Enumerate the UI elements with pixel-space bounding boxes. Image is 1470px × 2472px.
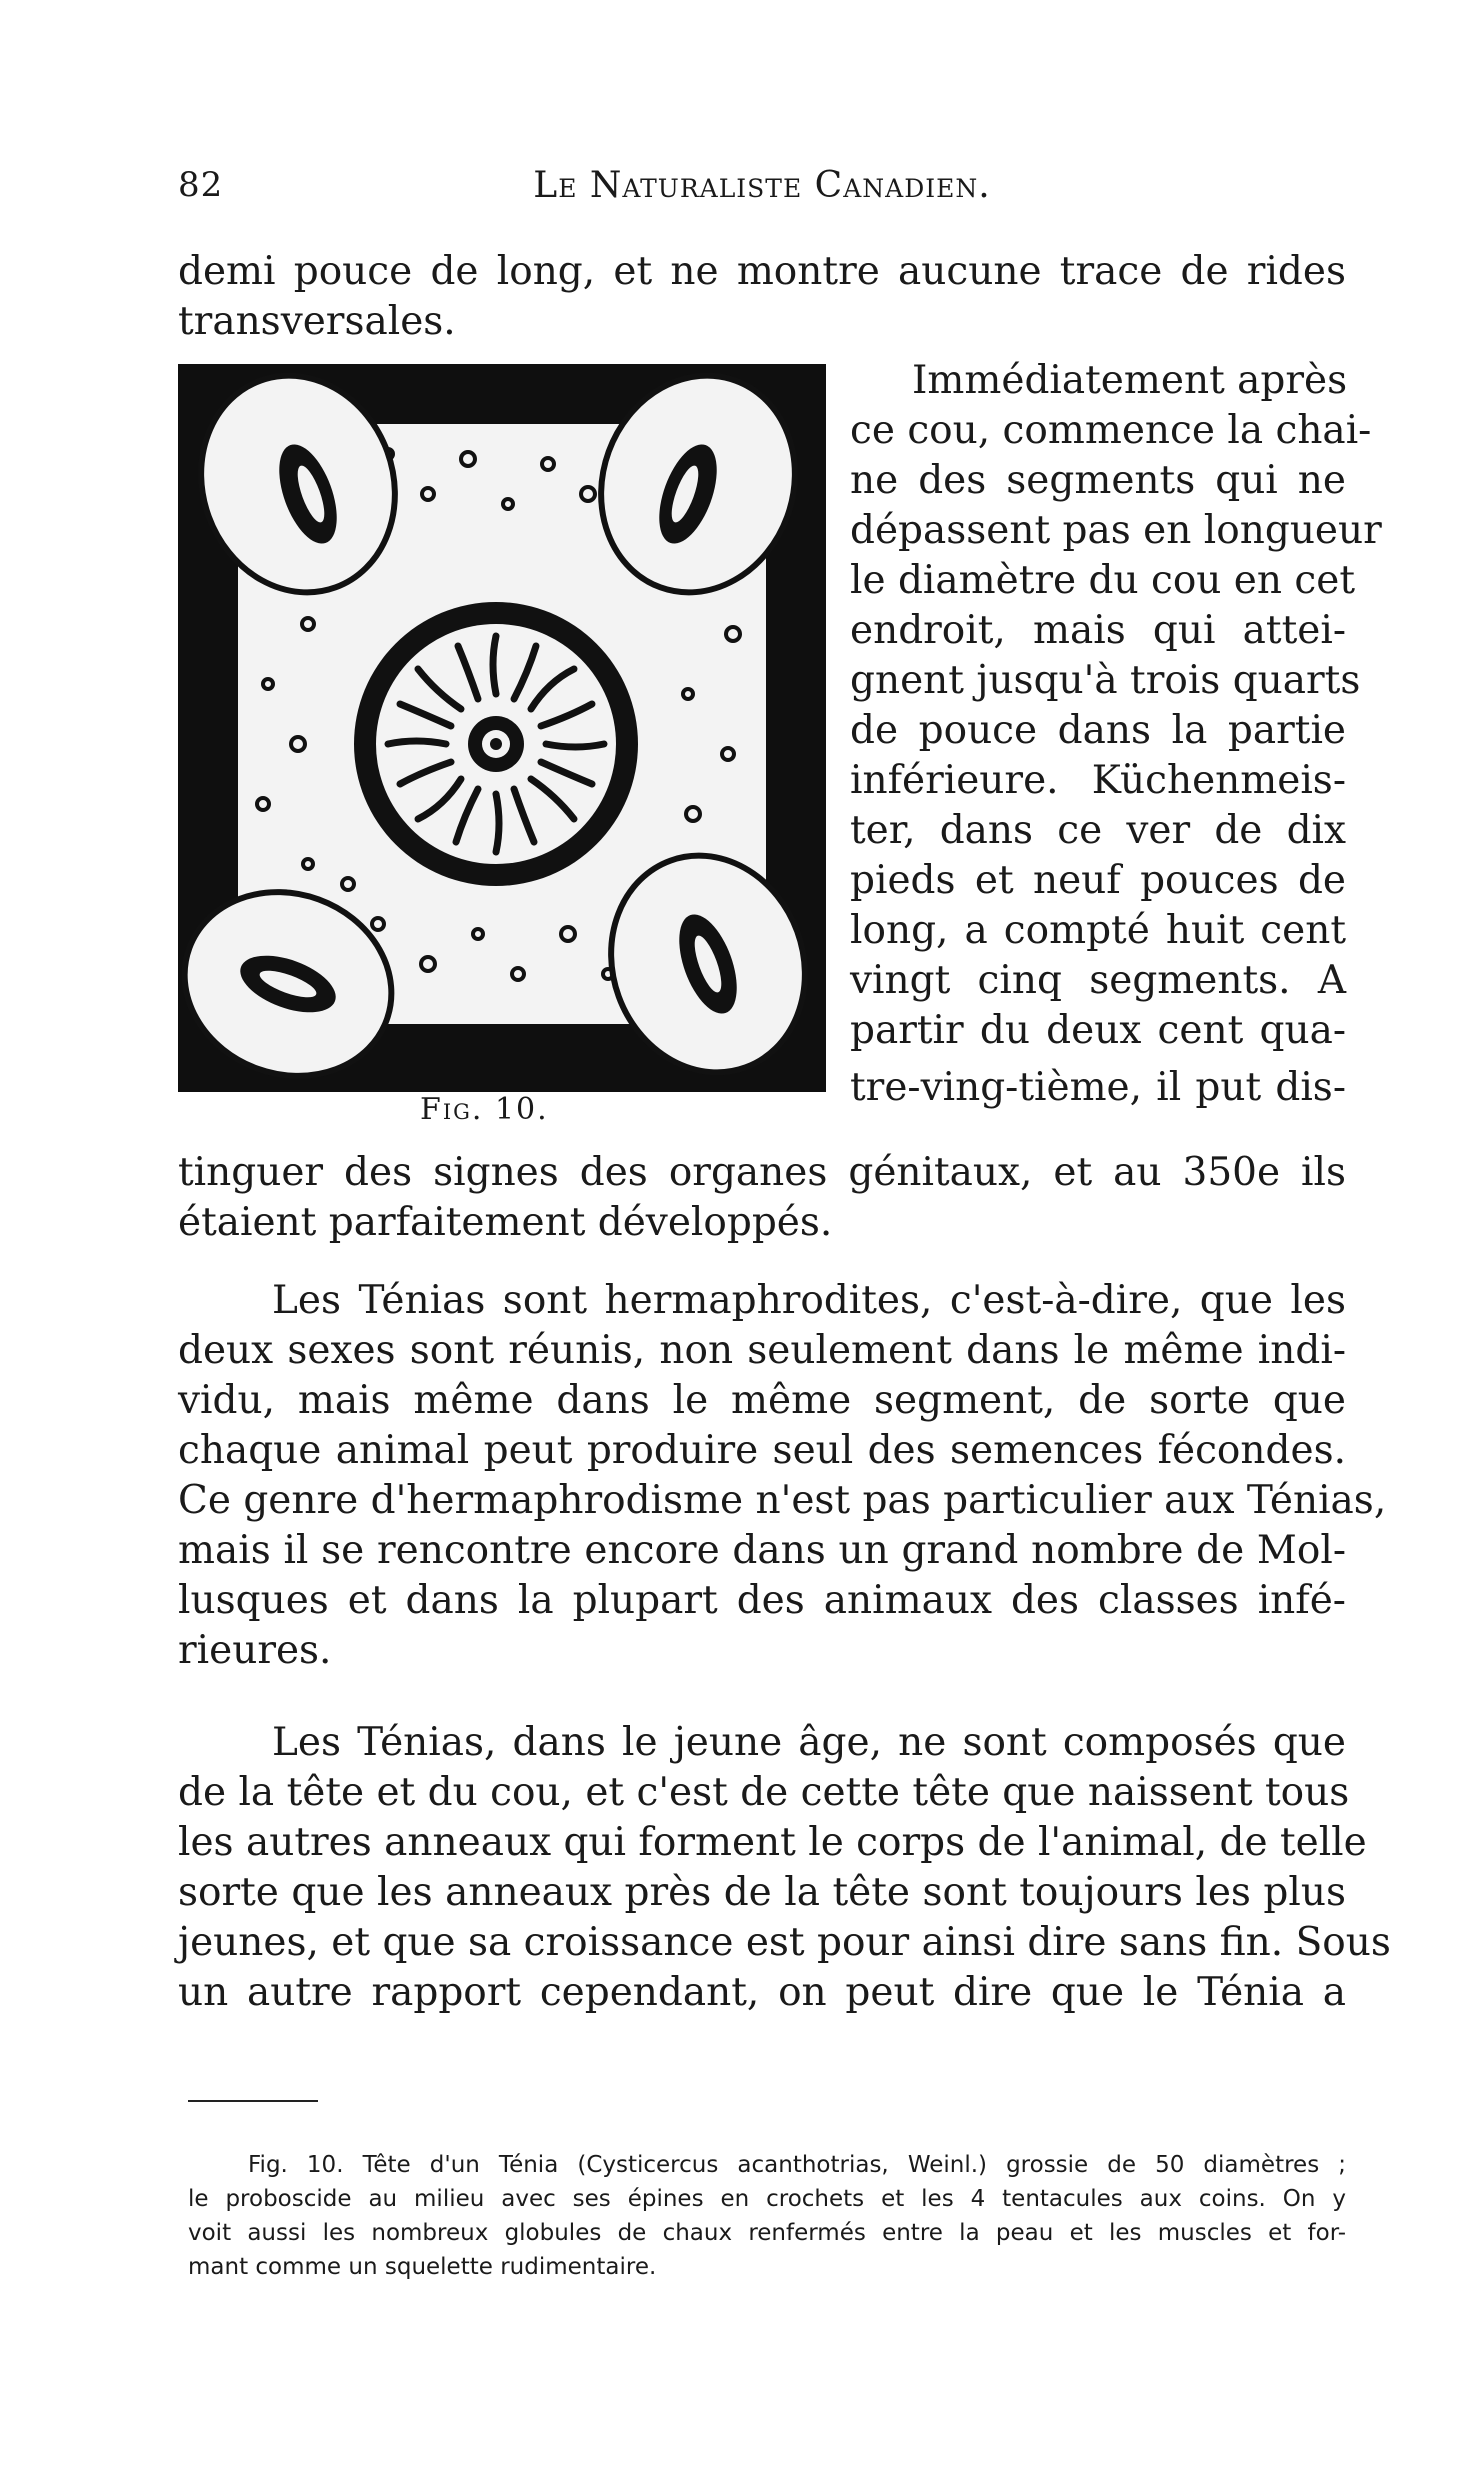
body-line: tinguer des signes des organes génitaux, et au 350e ils	[178, 1150, 1346, 1195]
side-line: ter, dans ce ver de dix	[850, 808, 1346, 853]
footnote-line: le proboscide au milieu avec ses épines en crochets et les 4 tentacules aux coins. On y	[188, 2186, 1346, 2212]
side-line: partir du deux cent qua-	[850, 1008, 1346, 1053]
paragraph-line: Ce genre d'hermaphrodisme n'est pas particulier aux Ténias,	[178, 1478, 1387, 1523]
paragraph-line: mais il se rencontre encore dans un grand nombre de Mol-	[178, 1528, 1346, 1573]
side-line: long, a compté huit cent	[850, 908, 1346, 953]
side-line: le diamètre du cou en cet	[850, 558, 1356, 603]
footnote-rule	[188, 2100, 318, 2102]
paragraph-line: Les Ténias, dans le jeune âge, ne sont composés que	[272, 1720, 1346, 1765]
paragraph-line: lusques et dans la plupart des animaux des classes infé-	[178, 1578, 1346, 1623]
side-line: Immédiatement après	[912, 358, 1348, 403]
footnote-line: voit aussi les nombreux globules de chaux renfermés entre la peau et les muscles et for-	[188, 2220, 1346, 2246]
running-title: Le Naturaliste Canadien.	[533, 165, 991, 206]
side-line: de pouce dans la partie	[850, 708, 1346, 753]
side-line: ce cou, commence la chai-	[850, 408, 1372, 453]
side-line: endroit, mais qui attei-	[850, 608, 1346, 653]
paragraph-line: vidu, mais même dans le même segment, de sorte que	[178, 1378, 1346, 1423]
paragraph-line: deux sexes sont réunis, non seulement dans le même indi-	[178, 1328, 1346, 1373]
page-number: 82	[178, 165, 224, 205]
paragraph-line: un autre rapport cependant, on peut dire que le Ténia a	[178, 1970, 1346, 2015]
figure-label: Fig. 10.	[420, 1092, 549, 1127]
side-line: pieds et neuf pouces de	[850, 858, 1346, 903]
footnote-line: Fig. 10. Tête d'un Ténia (Cysticercus acanthotrias, Weinl.) grossie de 50 diamètres ;	[248, 2152, 1346, 2178]
side-line: inférieure. Küchenmeis-	[850, 758, 1346, 803]
paragraph-line: de la tête et du cou, et c'est de cette tête que naissent tous	[178, 1770, 1350, 1815]
tapeworm-head-illustration	[178, 364, 826, 1092]
paragraph-line: sorte que les anneaux près de la tête sont toujours les plus	[178, 1870, 1346, 1915]
side-line: dépassent pas en longueur	[850, 508, 1382, 553]
side-line: ne des segments qui ne	[850, 458, 1346, 503]
side-line: gnent jusqu'à trois quarts	[850, 658, 1361, 703]
body-line: transversales.	[178, 299, 456, 344]
side-line: vingt cinq segments. A	[850, 958, 1346, 1003]
paragraph-line: jeunes, et que sa croissance est pour ainsi dire sans fin. Sous	[178, 1920, 1391, 1965]
paragraph-line: Les Ténias sont hermaphrodites, c'est-à-dire, que les	[272, 1278, 1346, 1323]
figure-illustration	[178, 364, 826, 1092]
body-line: demi pouce de long, et ne montre aucune trace de rides	[178, 249, 1346, 294]
body-line: étaient parfaitement développés.	[178, 1200, 833, 1245]
side-line: tre-ving-tième, il put dis-	[850, 1065, 1346, 1110]
footnote-line: mant comme un squelette rudimentaire.	[188, 2254, 657, 2280]
paragraph-line: les autres anneaux qui forment le corps de l'animal, de telle	[178, 1820, 1367, 1865]
paragraph-line: rieures.	[178, 1628, 332, 1673]
paragraph-line: chaque animal peut produire seul des semences fécondes.	[178, 1428, 1346, 1473]
running-head	[178, 165, 1346, 209]
